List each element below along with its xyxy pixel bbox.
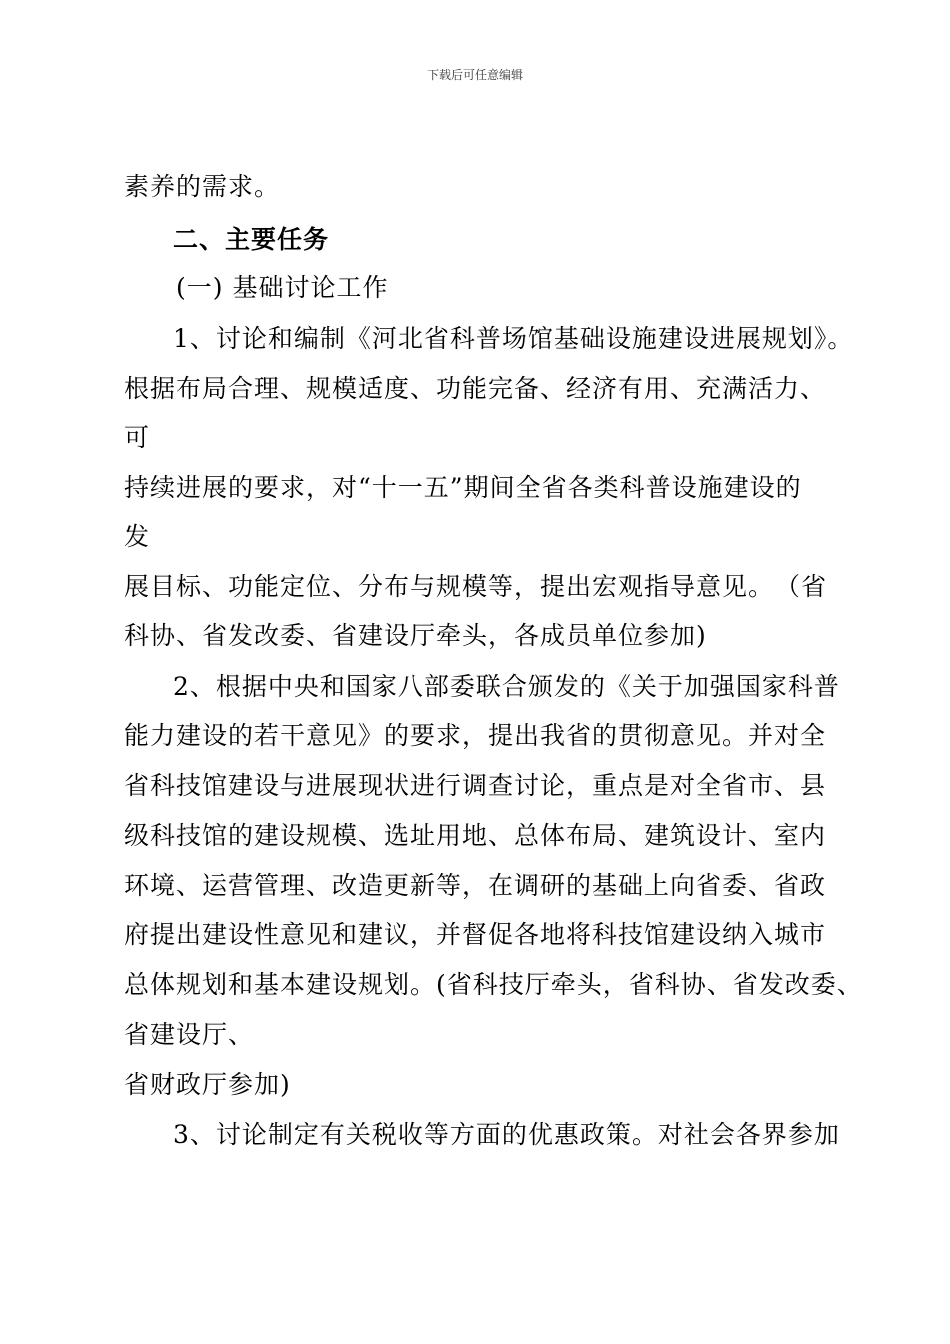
body-line: 3、讨论制定有关税收等方面的优惠政策。对社会各界参加 bbox=[173, 1120, 840, 1149]
body-line: 省科技馆建设与进展现状进行调查讨论，重点是对全省市、县 bbox=[124, 771, 827, 800]
body-line: 根据布局合理、规模适度、功能完备、经济有用、充满活力、 bbox=[124, 374, 827, 403]
body-line: 2、根据中央和国家八部委联合颁发的《关于加强国家科普 bbox=[173, 672, 840, 701]
body-line: 总体规划和基本建设规划。(省科技厅牵头，省科协、省发改委、 bbox=[124, 970, 863, 999]
section-heading: 二、主要任务 bbox=[173, 225, 330, 254]
page-header-note: 下载后可任意编辑 bbox=[426, 68, 523, 82]
body-line: 科协、省发改委、省建设厅牵头，各成员单位参加) bbox=[124, 621, 707, 650]
body-line: 环境、运营管理、改造更新等，在调研的基础上向省委、省政 bbox=[124, 871, 827, 900]
body-line: 级科技馆的建设规模、选址用地、总体布局、建筑设计、室内 bbox=[124, 821, 827, 850]
body-line: 府提出建设性意见和建议，并督促各地将科技馆建设纳入城市 bbox=[124, 920, 827, 949]
body-line: 能力建设的若干意见》的要求，提出我省的贯彻意见。并对全 bbox=[124, 721, 827, 750]
body-line: 素养的需求。 bbox=[124, 172, 281, 201]
body-line: 省财政厅参加) bbox=[124, 1070, 291, 1099]
body-line: 持续进展的要求，对“十一五”期间全省各类科普设施建设的 bbox=[124, 473, 802, 502]
body-line: 可 bbox=[124, 423, 151, 452]
body-line: 展目标、功能定位、分布与规模等，提出宏观指导意见。 （省 bbox=[124, 572, 828, 601]
subsection-heading: (一) 基础讨论工作 bbox=[176, 273, 389, 302]
body-line: 1、讨论和编制《河北省科普场馆基础设施建设进展规划》。 bbox=[173, 324, 854, 353]
body-line: 省建设厅、 bbox=[124, 1020, 255, 1049]
body-line: 发 bbox=[124, 522, 151, 551]
